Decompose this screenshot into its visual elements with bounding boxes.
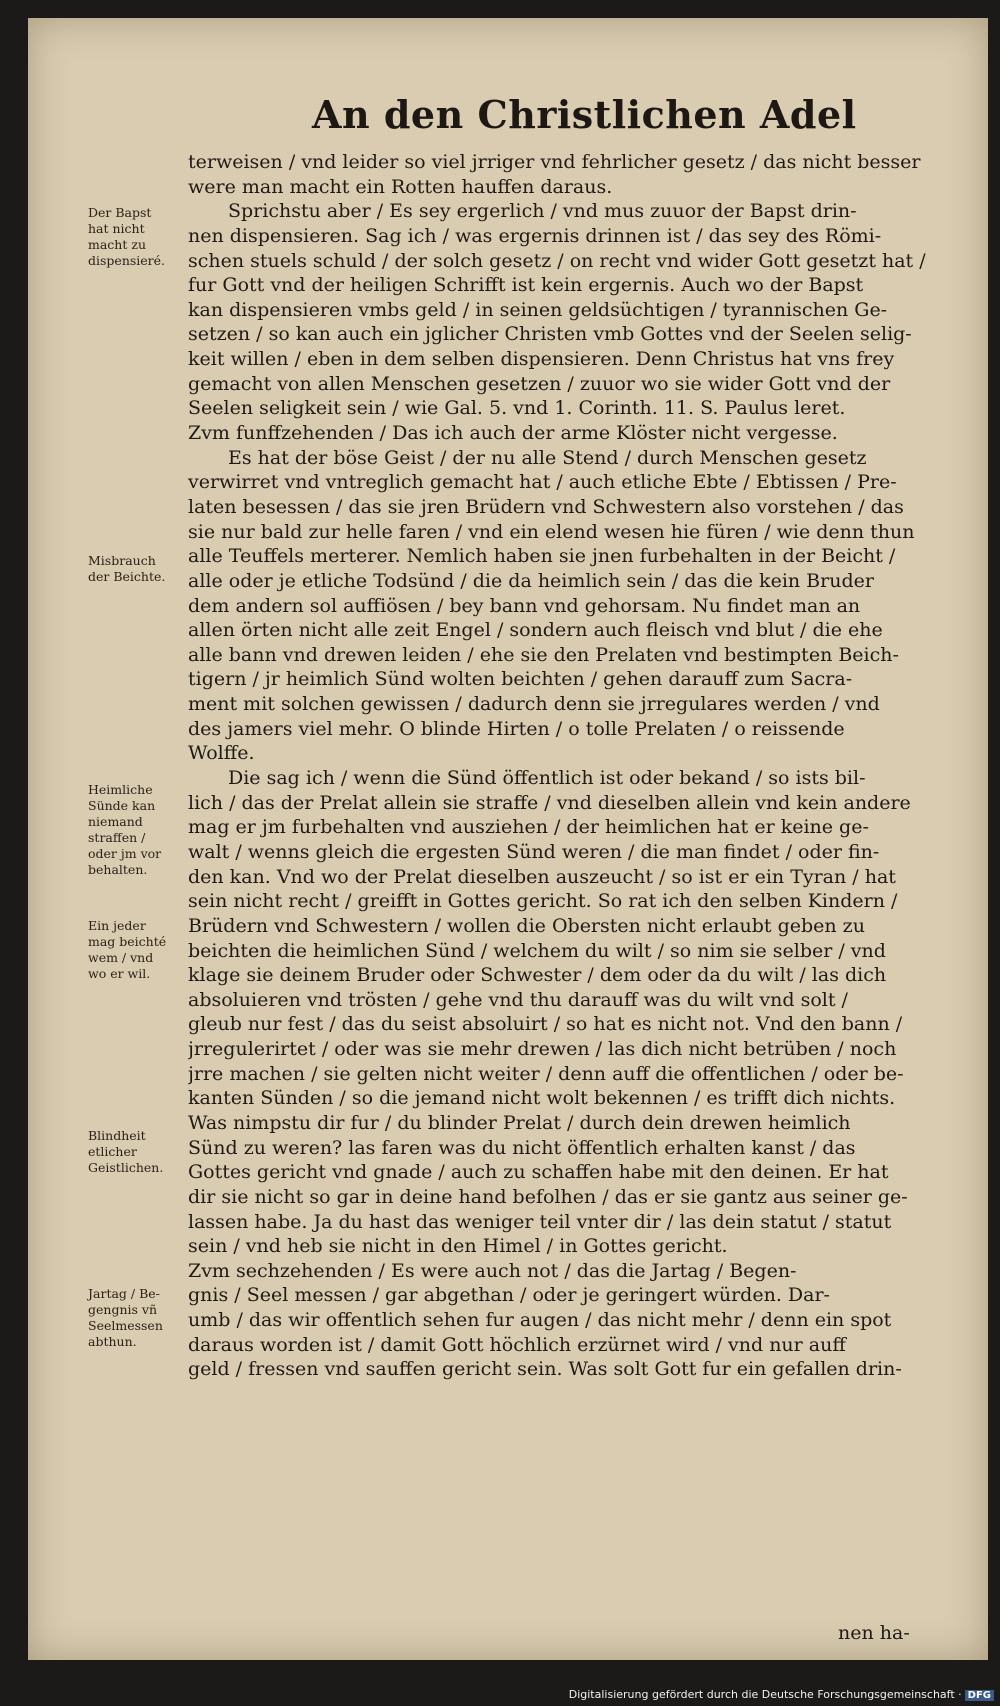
- margin-note-line: behalten.: [88, 862, 148, 877]
- text-line: Wolffe.: [188, 742, 255, 765]
- margin-note-line: Geistlichen.: [88, 1160, 164, 1175]
- text-line: Sprichstu aber / Es sey ergerlich / vnd mus zuuor der Bapst drin-: [228, 200, 857, 223]
- catchword: nen ha-: [838, 1622, 910, 1644]
- dfg-logo: DFG: [965, 1690, 994, 1701]
- margin-note-line: der Beichte.: [88, 569, 166, 584]
- text-line: schen stuels schuld / der solch gesetz / on recht vnd wider Gott gesetzt hat /: [188, 249, 926, 272]
- text-line: kanten Sünden / so die jemand nicht wolt bekennen / es trifft dich nichts.: [188, 1087, 896, 1110]
- margin-note-line: Ein jeder: [88, 918, 146, 933]
- text-line: dem andern sol auffiösen / bey bann vnd gehorsam. Nu findet man an: [188, 594, 861, 617]
- text-line: Gottes gericht vnd gnade / auch zu schaffen habe mit den deinen. Er hat: [188, 1161, 889, 1184]
- margin-note: [88, 553, 184, 585]
- margin-note-line: wem / vnd: [88, 950, 154, 965]
- text-line: Was nimpstu dir fur / du blinder Prelat / durch dein drewen heimlich: [188, 1111, 851, 1134]
- margin-note-line: Seelmessen: [88, 1318, 163, 1333]
- text-line: umb / das wir offentlich sehen fur augen / das nicht mehr / denn ein spot: [188, 1309, 892, 1332]
- margin-note-line: mag beichté: [88, 934, 167, 949]
- margin-note-line: abthun.: [88, 1334, 137, 1349]
- text-line: verwirret vnd vntreglich gemacht hat / auch etliche Ebte / Ebtissen / Pre-: [188, 471, 897, 494]
- text-line: alle Teuffels merterer. Nemlich haben sie jnen furbehalten in der Beicht /: [188, 545, 896, 568]
- margin-note: [88, 1128, 184, 1176]
- text-line: alle oder je etliche Todsünd / die da heimlich sein / das die kein Bruder: [188, 569, 874, 592]
- margin-note-line: oder jm vor: [88, 846, 162, 861]
- margin-note-line: niemand: [88, 814, 143, 829]
- text-line: gnis / Seel messen / gar abgethan / oder je geringert würden. Dar-: [188, 1284, 830, 1307]
- text-line: allen örten nicht alle zeit Engel / sondern auch fleisch vnd blut / die ehe: [188, 619, 883, 642]
- text-line: gemacht von allen Menschen gesetzen / zuuor wo sie wider Gott vnd der: [188, 372, 891, 395]
- text-line: [188, 1382, 933, 1407]
- text-line: Zvm funffzehenden / Das ich auch der arme Klöster nicht vergesse.: [188, 422, 838, 445]
- text-line: jrregulerirtet / oder was sie mehr drewen / las dich nicht betrüben / noch: [188, 1038, 897, 1061]
- text-line: daraus worden ist / damit Gott höchlich erzürnet wird / vnd nur auff: [188, 1333, 846, 1356]
- margin-note-line: Jartag / Be-: [88, 1286, 160, 1301]
- footer-text: Digitalisierung gefördert durch die Deutsche Forschungsgemeinschaft ·: [568, 1688, 962, 1701]
- text-line: keit willen / eben in dem selben dispensieren. Denn Christus hat vns frey: [188, 348, 895, 371]
- margin-note-line: etlicher: [88, 1144, 137, 1159]
- text-line: walt / wenns gleich die ergesten Sünd weren / die man findet / oder fin-: [188, 840, 880, 863]
- text-line: lich / das der Prelat allein sie straffe / vnd dieselben allein vnd kein andere: [188, 791, 911, 814]
- body-text: [188, 150, 933, 1407]
- text-line: geld / fressen vnd sauffen gericht sein. Was solt Gott fur ein gefallen drin-: [188, 1358, 902, 1381]
- text-line: absoluieren vnd trösten / gehe vnd thu darauff was du wilt vnd solt /: [188, 988, 848, 1011]
- text-line: sein nicht recht / greifft in Gottes gericht. So rat ich den selben Kindern /: [188, 890, 898, 913]
- margin-note: [88, 1286, 184, 1350]
- margin-note-line: Sünde kan: [88, 798, 156, 813]
- text-line: tigern / jr heimlich Sünd wolten beichten / gehen darauff zum Sacra-: [188, 668, 853, 691]
- text-line: Die sag ich / wenn die Sünd öffentlich ist oder bekand / so ists bil-: [228, 767, 866, 790]
- text-line: terweisen / vnd leider so viel jrriger vnd fehrlicher gesetz / das nicht besser: [188, 151, 921, 173]
- text-line: Es hat der böse Geist / der nu alle Stend / durch Menschen gesetz: [228, 446, 867, 469]
- text-line: dir sie nicht so gar in deine hand befolhen / das er sie gantz aus seiner ge-: [188, 1185, 908, 1208]
- funding-footer: [569, 1688, 994, 1701]
- text-line: mag er jm furbehalten vnd ausziehen / der heimlichen hat er keine ge-: [188, 816, 869, 839]
- text-line: setzen / so kan auch ein jglicher Christen vmb Gottes vnd der Seelen selig-: [188, 323, 912, 346]
- margin-note-line: Heimliche: [88, 782, 153, 797]
- text-line: sie nur bald zur helle faren / vnd ein elend wesen hie füren / wie denn thun: [188, 520, 915, 543]
- text-line: kan dispensieren vmbs geld / in seinen geldsüchtigen / tyrannischen Ge-: [188, 298, 888, 321]
- margin-note-line: macht zu: [88, 237, 146, 252]
- text-line: sein / vnd heb sie nicht in den Himel / in Gottes gericht.: [188, 1235, 728, 1258]
- text-line: den kan. Vnd wo der Prelat dieselben auszeucht / so ist er ein Tyran / hat: [188, 865, 896, 888]
- text-line: Brüdern vnd Schwestern / wollen die Obersten nicht erlaubt geben zu: [188, 914, 865, 937]
- margin-note-line: gengnis vñ: [88, 1302, 158, 1317]
- margin-note-line: wo er wil.: [88, 966, 151, 981]
- text-line: gleub nur fest / das du seist absoluirt / so hat es nicht not. Vnd den bann /: [188, 1013, 903, 1036]
- text-line: were man macht ein Rotten hauffen daraus.: [188, 175, 613, 198]
- text-line: ment mit solchen gewissen / dadurch denn sie jrregulares werden / vnd: [188, 693, 880, 716]
- text-line: alle bann vnd drewen leiden / ehe sie den Prelaten vnd bestimpten Beich-: [188, 643, 899, 666]
- text-line: laten besessen / das sie jren Brüdern vnd Schwestern also vorstehen / das: [188, 495, 904, 518]
- text-line: beichten die heimlichen Sünd / welchem du wilt / so nim sie selber / vnd: [188, 939, 886, 962]
- text-line: klage sie deinem Bruder oder Schwester / dem oder da du wilt / las dich: [188, 964, 887, 987]
- text-line: fur Gott vnd der heiligen Schrifft ist kein ergernis. Auch wo der Bapst: [188, 274, 864, 297]
- margin-note-line: hat nicht: [88, 221, 145, 236]
- text-line: des jamers viel mehr. O blinde Hirten / o tolle Prelaten / o reissende: [188, 717, 845, 740]
- text-line: jrre machen / sie gelten nicht weiter / denn auff die offentlichen / oder be-: [188, 1062, 904, 1085]
- margin-note-line: Misbrauch: [88, 553, 156, 568]
- margin-note: [88, 918, 184, 982]
- text-line: Seelen seligkeit sein / wie Gal. 5. vnd 1. Corinth. 11. S. Paulus leret.: [188, 397, 846, 420]
- text-line: lassen habe. Ja du hast das weniger teil vnter dir / las dein statut / statut: [188, 1210, 892, 1233]
- margin-note-line: Der Bapst: [88, 205, 152, 220]
- margin-note: [88, 782, 184, 878]
- text-line: Zvm sechzehenden / Es were auch not / das die Jartag / Begen-: [188, 1259, 797, 1282]
- margin-note-line: Blindheit: [88, 1128, 146, 1143]
- running-head: An den Christlichen Adel: [312, 92, 857, 137]
- margin-note: [88, 205, 184, 269]
- text-line: Sünd zu weren? las faren was du nicht öffentlich erhalten kanst / das: [188, 1136, 856, 1159]
- margin-note-line: straffen /: [88, 830, 146, 845]
- text-line: nen dispensieren. Sag ich / was ergernis drinnen ist / das sey des Römi-: [188, 224, 882, 247]
- margin-note-line: dispensieré.: [88, 253, 166, 268]
